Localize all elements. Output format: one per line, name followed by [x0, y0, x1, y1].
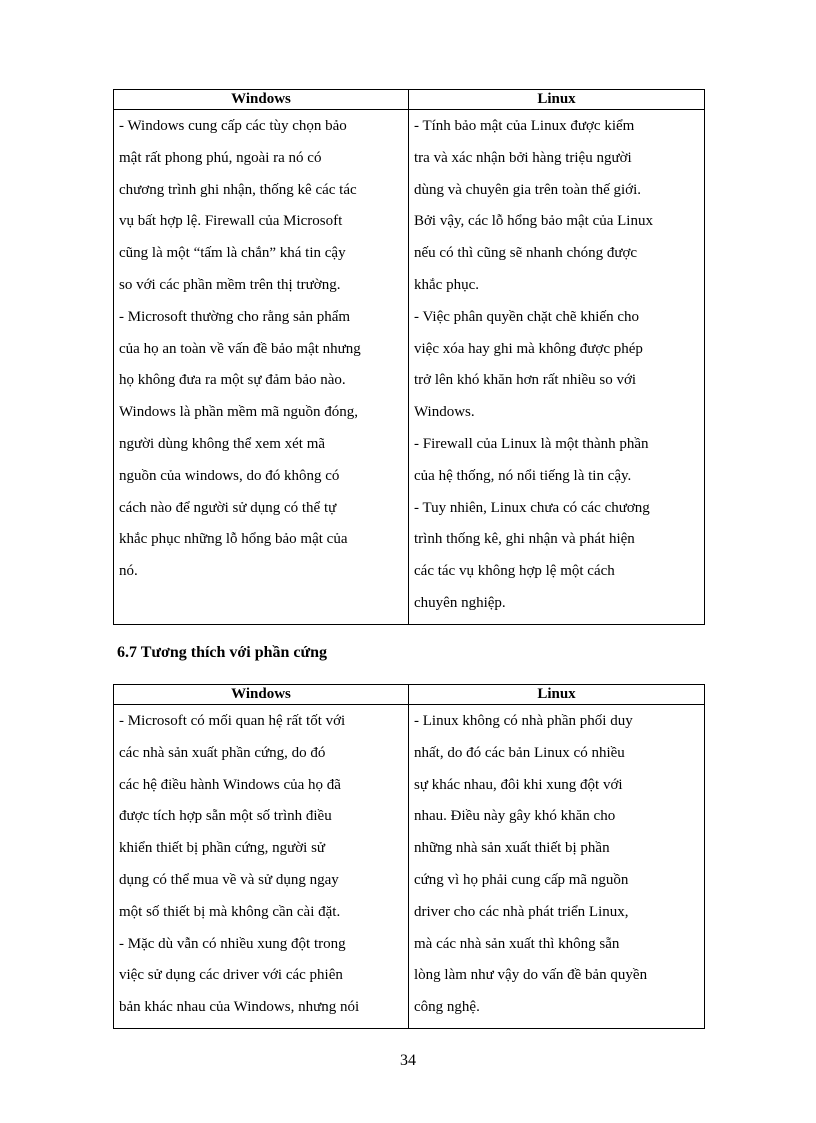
cell-text-line: sự khác nhau, đôi khi xung đột với [414, 776, 623, 793]
cell-text-line: người dùng không thể xem xét mã [119, 435, 326, 452]
windows-cell [114, 110, 409, 625]
cell-text-line: nếu có thì cũng sẽ nhanh chóng được [414, 245, 638, 262]
windows-cell [114, 705, 409, 1029]
column-header-windows: Windows [114, 90, 409, 110]
hardware-compatibility-table [113, 684, 705, 1029]
security-comparison-table [113, 89, 705, 625]
cell-text-line: tra và xác nhận bởi hàng triệu người [414, 149, 632, 166]
cell-text-line: chương trình ghi nhận, thống kê các tác [119, 181, 357, 198]
section-heading: 6.7 Tương thích với phần cứng [117, 644, 328, 661]
cell-text-line: dụng có thể mua về và sử dụng ngay [119, 871, 339, 888]
cell-text-line: một số thiết bị mà không cần cài đặt. [119, 903, 341, 920]
cell-text-line: vụ bất hợp lệ. Firewall của Microsoft [119, 213, 343, 230]
column-header-linux: Linux [409, 685, 705, 705]
cell-text-line: Windows là phần mềm mã nguồn đóng, [119, 404, 358, 421]
cell-text-line: Windows. [414, 404, 475, 421]
cell-text-line: công nghệ. [414, 999, 480, 1016]
cell-text-line: - Việc phân quyền chặt chẽ khiến cho [414, 308, 639, 325]
table-row [114, 705, 705, 1029]
cell-text-line: cứng vì họ phải cung cấp mã nguồn [414, 871, 629, 888]
cell-text-line: nguồn của windows, do đó không có [119, 467, 340, 484]
cell-text-line: các tác vụ không hợp lệ một cách [414, 563, 615, 580]
cell-text-line: việc xóa hay ghi mà không được phép [414, 340, 643, 357]
cell-text-line: nó. [119, 563, 138, 580]
cell-text-line: - Windows cung cấp các tùy chọn bảo [119, 118, 347, 134]
cell-text-line: các hệ điều hành Windows của họ đã [119, 776, 341, 793]
cell-text-line: - Linux không có nhà phần phối duy [414, 713, 633, 729]
cell-text-line: trở lên khó khăn hơn rất nhiều so với [414, 372, 637, 389]
cell-text-line: của họ an toàn về vấn đề bảo mật nhưng [119, 340, 361, 357]
cell-text-line: lòng làm như vậy do vấn đề bản quyền [414, 967, 648, 984]
cell-text-line: trình thống kê, ghi nhận và phát hiện [414, 531, 635, 548]
cell-text-line: - Firewall của Linux là một thành phần [414, 435, 649, 452]
cell-text-line: họ không đưa ra một sự đảm bảo nào. [119, 372, 346, 389]
cell-text-line: khắc phục những lỗ hổng bảo mật của [119, 531, 348, 548]
cell-text-line: - Microsoft có mối quan hệ rất tốt với [119, 713, 346, 729]
cell-text-line: driver cho các nhà phát triển Linux, [414, 903, 629, 920]
table-row [114, 110, 705, 625]
cell-text-line: Bởi vậy, các lỗ hổng bảo mật của Linux [414, 213, 653, 230]
linux-cell [409, 110, 705, 625]
cell-text-line: - Mặc dù vẫn có nhiều xung đột trong [119, 935, 346, 952]
cell-text-line: những nhà sản xuất thiết bị phần [414, 840, 610, 857]
cell-text-line: các nhà sản xuất phần cứng, do đó [119, 744, 326, 761]
cell-text-line: nhau. Điều này gây khó khăn cho [414, 808, 616, 825]
cell-text-line: được tích hợp sẵn một số trình điều [119, 808, 332, 825]
cell-text-line: - Tính bảo mật của Linux được kiểm [414, 118, 635, 134]
column-header-linux: Linux [409, 90, 705, 110]
cell-text-line: dùng và chuyên gia trên toàn thế giới. [414, 181, 642, 198]
table-header-row [114, 90, 705, 110]
cell-text-line: - Microsoft thường cho rằng sản phẩm [119, 308, 351, 325]
cell-text-line: bản khác nhau của Windows, nhưng nói [119, 999, 360, 1016]
table-header-row [114, 685, 705, 705]
cell-text-line: cũng là một “tấm là chắn” khá tin cậy [119, 245, 346, 262]
cell-text-line: mật rất phong phú, ngoài ra nó có [119, 149, 322, 166]
cell-text-line: mà các nhà sản xuất thì không sẵn [414, 935, 620, 952]
cell-text-line: khắc phục. [414, 276, 479, 293]
cell-text-line: nhất, do đó các bản Linux có nhiều [414, 744, 625, 761]
linux-cell [409, 705, 705, 1029]
cell-text-line: - Tuy nhiên, Linux chưa có các chương [414, 499, 650, 516]
page-number: 34 [400, 1052, 416, 1069]
cell-text-line: việc sử dụng các driver với các phiên [119, 967, 343, 984]
cell-text-line: so với các phần mềm trên thị trường. [119, 276, 341, 293]
cell-text-line: khiển thiết bị phần cứng, người sử [119, 840, 326, 857]
cell-text-line: của hệ thống, nó nổi tiếng là tin cậy. [414, 467, 632, 484]
cell-text-line: chuyên nghiệp. [414, 594, 506, 611]
cell-text-line: cách nào để người sử dụng có thể tự [119, 499, 337, 516]
column-header-windows: Windows [114, 685, 409, 705]
